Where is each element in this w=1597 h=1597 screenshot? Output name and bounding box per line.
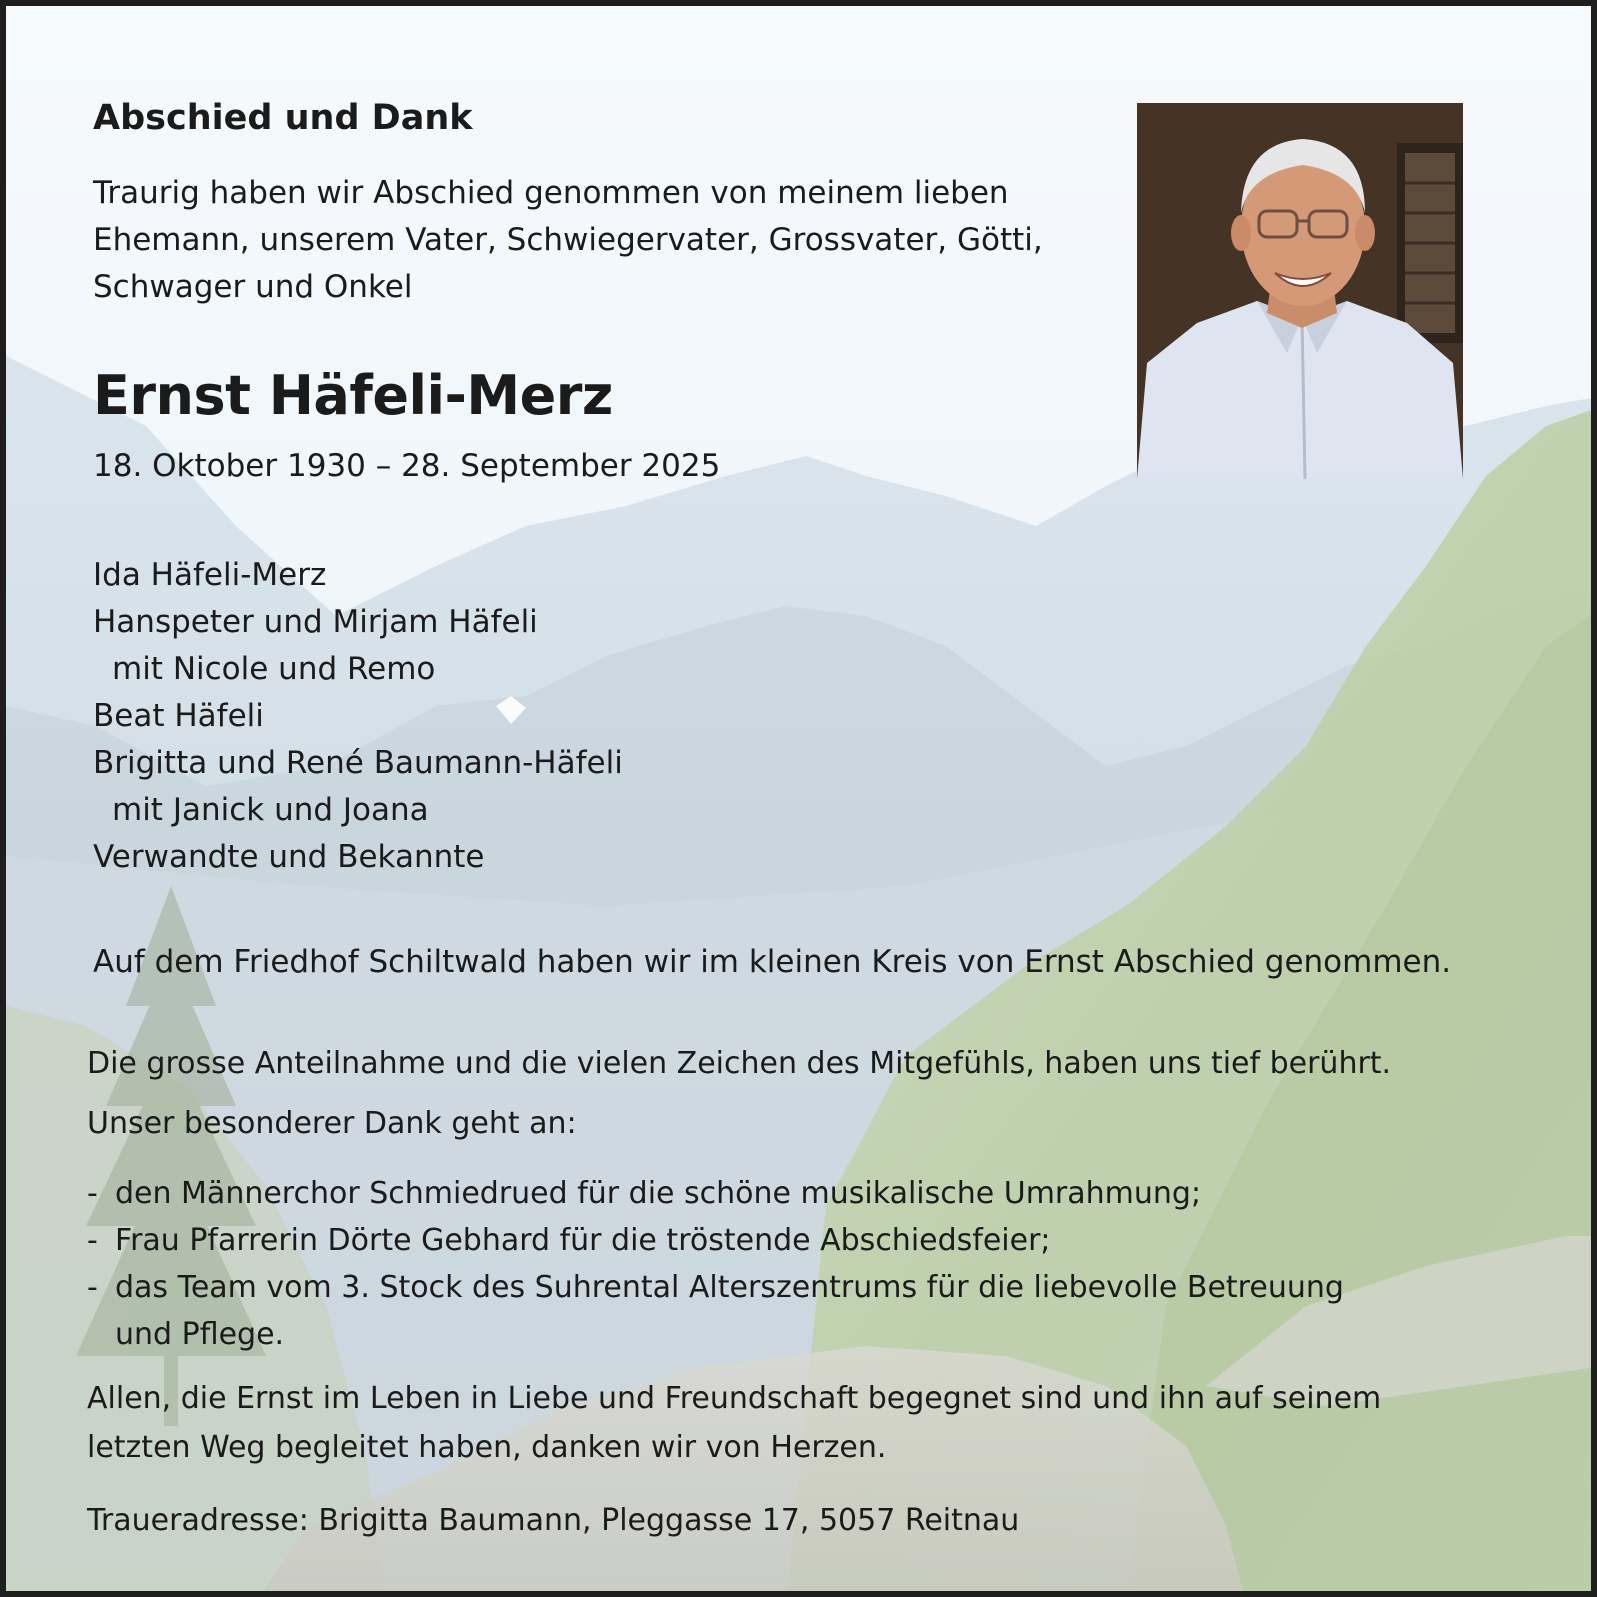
closing-text [87, 1374, 1381, 1472]
closing-line: Allen, die Ernst im Leben in Liebe und Freundschaft begegnet sind und ihn auf seinem [87, 1381, 1382, 1416]
mourner-line: Hanspeter und Mirjam Häfeli [93, 604, 538, 640]
mourner-line: mit Janick und Joana [112, 792, 429, 828]
mourners-list [93, 552, 623, 881]
closing-line: letzten Weg begleitet haben, danken wir von Herzen. [87, 1430, 887, 1465]
thanks-item-continuation [87, 1311, 1344, 1358]
intro-text [93, 170, 1043, 311]
mourner-line: Brigitta und René Baumann-Häfeli [93, 745, 623, 781]
mourning-address: Traueradresse: Brigitta Baumann, Pleggasse 17, 5057 Reitnau [87, 1503, 1020, 1538]
life-dates: 18. Oktober 1930 – 28. September 2025 [93, 448, 721, 484]
list-dash: - [87, 1270, 98, 1305]
portrait-image [1137, 103, 1463, 479]
intro-line: Schwager und Onkel [93, 269, 413, 305]
notice-heading: Abschied und Dank [93, 98, 473, 138]
thanks-item [87, 1264, 1344, 1311]
list-spacer [87, 1311, 115, 1358]
intro-line: Traurig haben wir Abschied genommen von meinem lieben [93, 175, 1009, 211]
mourner-line: Ida Häfeli-Merz [93, 557, 327, 593]
intro-line: Ehemann, unserem Vater, Schwiegervater, Grossvater, Götti, [93, 222, 1043, 258]
thanks-item-text: den Männerchor Schmiedrued für die schöne musikalische Umrahmung; [115, 1176, 1202, 1211]
thanks-item-text: das Team vom 3. Stock des Suhrental Alterszentrums für die liebevolle Betreuung [115, 1270, 1344, 1305]
mourner-line: Beat Häfeli [93, 698, 264, 734]
list-dash: - [87, 1176, 98, 1211]
mourner-line: mit Nicole und Remo [112, 651, 436, 687]
thanks-item-text: Frau Pfarrerin Dörte Gebhard für die tröstende Abschiedsfeier; [115, 1223, 1051, 1258]
thanks-intro: Unser besonderer Dank geht an: [87, 1106, 577, 1141]
thanks-item-text: und Pflege. [115, 1317, 285, 1352]
thanks-item [87, 1217, 1344, 1264]
funeral-note: Auf dem Friedhof Schiltwald haben wir im kleinen Kreis von Ernst Abschied genommen. [93, 944, 1452, 980]
thanks-list [87, 1170, 1344, 1358]
portrait-photo [1137, 103, 1463, 479]
thanks-item [87, 1170, 1344, 1217]
sympathy-note: Die grosse Anteilnahme und die vielen Zeichen des Mitgefühls, haben uns tief berührt. [87, 1046, 1392, 1081]
deceased-name: Ernst Häfeli-Merz [93, 364, 613, 427]
mourner-line: Verwandte und Bekannte [93, 839, 485, 875]
list-dash: - [87, 1223, 98, 1258]
